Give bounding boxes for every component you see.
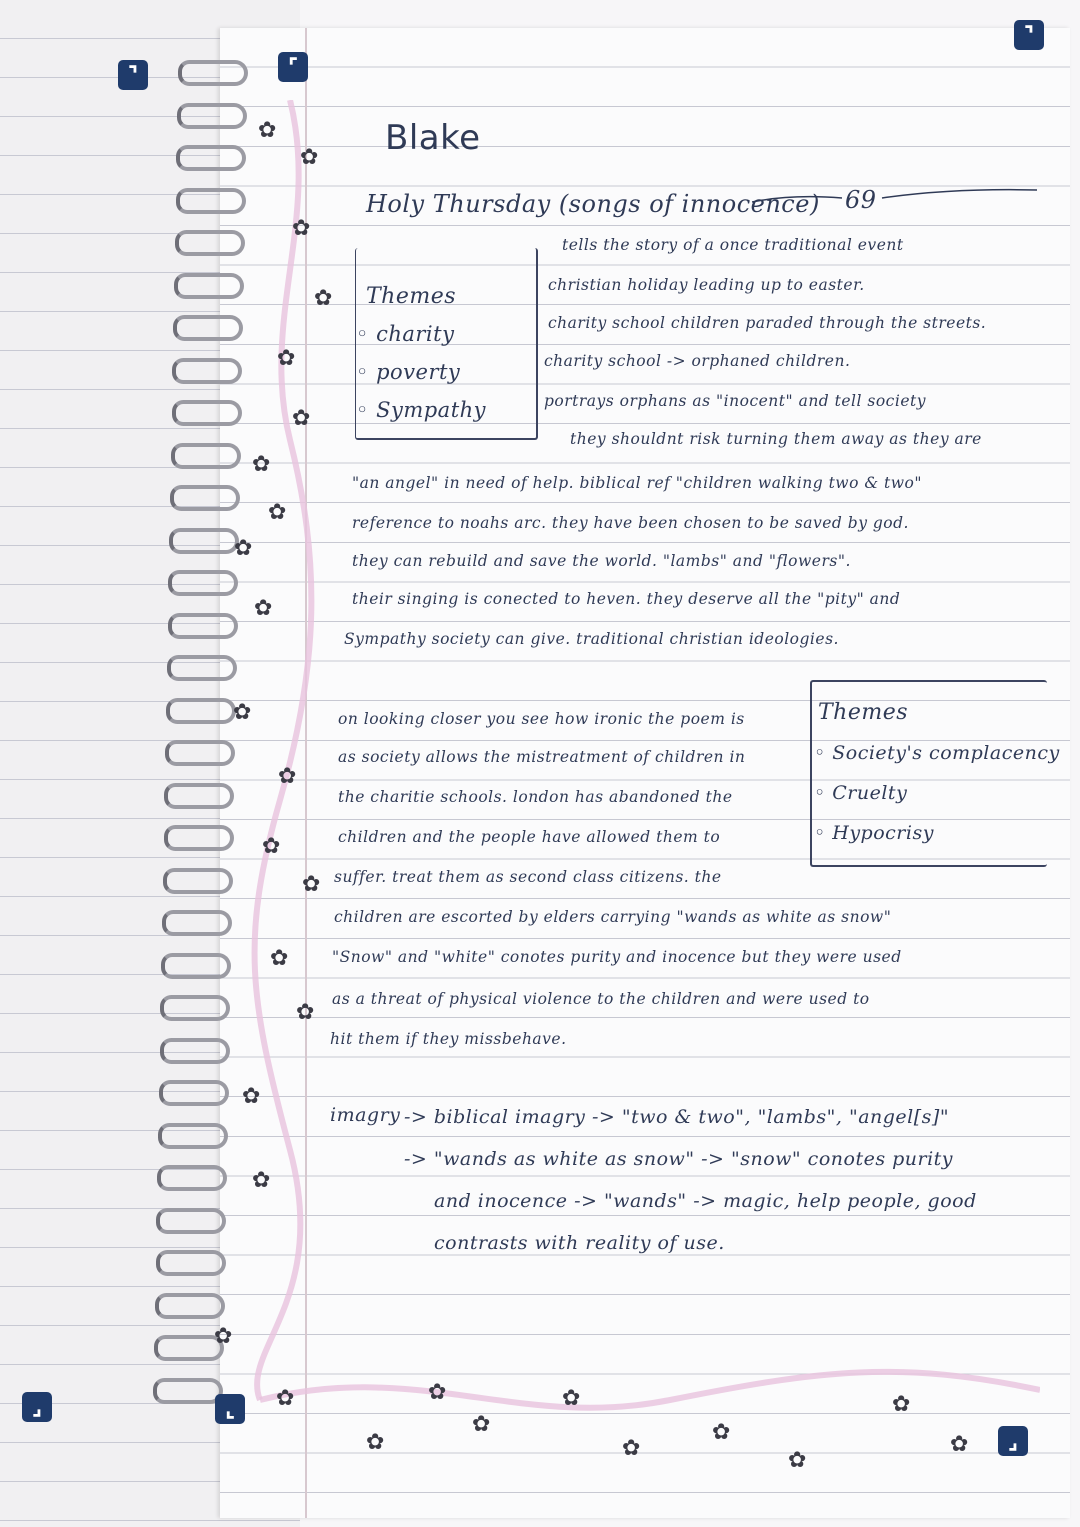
imagery-line: -> biblical imagry -> "two & two", "lambs", "angel[s]" [404, 1106, 950, 1128]
section2-line: on looking closer you see how ironic the poem is [338, 710, 745, 728]
flower-doodle-icon: ✿ [233, 700, 252, 725]
flower-doodle-icon: ✿ [300, 145, 319, 170]
spiral-binding [150, 60, 240, 1460]
spiral-ring [170, 485, 240, 511]
flower-doodle-icon: ✿ [296, 1000, 315, 1025]
spiral-ring [163, 868, 233, 894]
themes-1-item: ◦ poverty [356, 360, 461, 384]
spiral-ring [167, 655, 237, 681]
spiral-ring [176, 145, 246, 171]
section2-line: the charitie schools. london has abandoned the [338, 788, 733, 806]
intro-line: portrays orphans as "inocent" and tell society [544, 392, 926, 410]
body-line: they can rebuild and save the world. "lambs" and "flowers". [352, 552, 851, 570]
flower-doodle-icon: ✿ [892, 1392, 911, 1417]
corner-marker-icon: ⌟ [22, 1392, 52, 1422]
flower-doodle-icon: ✿ [270, 946, 289, 971]
themes-2-item: ◦ Cruelty [814, 782, 908, 804]
themes-1-item: ◦ charity [356, 322, 455, 346]
spiral-ring [158, 1123, 228, 1149]
section2-line: suffer. treat them as second class citizens. the [334, 868, 722, 886]
spiral-ring [155, 1293, 225, 1319]
page-title: Blake [385, 118, 481, 158]
intro-line: charity school children paraded through the streets. [548, 314, 987, 332]
spiral-ring [169, 528, 239, 554]
spiral-ring [168, 613, 238, 639]
body-line: their singing is conected to heven. they deserve all the "pity" and [352, 590, 901, 608]
corner-marker-icon: ⌟ [998, 1426, 1028, 1456]
flower-doodle-icon: ✿ [258, 118, 277, 143]
flower-doodle-icon: ✿ [214, 1324, 233, 1349]
corner-marker-icon: ⌝ [1014, 20, 1044, 50]
corner-marker-icon: ⌜ [278, 52, 308, 82]
flower-doodle-icon: ✿ [292, 216, 311, 241]
intro-line: christian holiday leading up to easter. [548, 276, 865, 294]
poem-heading: Holy Thursday (songs of innocence) [366, 190, 820, 218]
spiral-ring [162, 910, 232, 936]
section2-line: "Snow" and "white" conotes purity and inocence but they were used [332, 948, 902, 966]
intro-line: tells the story of a once traditional event [562, 236, 904, 254]
spiral-ring [171, 443, 241, 469]
spiral-ring [160, 995, 230, 1021]
flower-doodle-icon: ✿ [788, 1448, 807, 1473]
spiral-ring [164, 783, 234, 809]
spiral-ring [172, 358, 242, 384]
themes-2-item: ◦ Hypocrisy [814, 822, 934, 844]
spiral-ring [173, 315, 243, 341]
spiral-ring [166, 698, 236, 724]
body-line: reference to noahs arc. they have been chosen to be saved by god. [352, 514, 909, 532]
flower-doodle-icon: ✿ [472, 1412, 491, 1437]
spiral-ring [177, 103, 247, 129]
spiral-ring [157, 1165, 227, 1191]
intro-line: charity school -> orphaned children. [544, 352, 851, 370]
page-number: 69 [845, 186, 877, 214]
flower-doodle-icon: ✿ [562, 1386, 581, 1411]
heading-underline-squiggle [752, 180, 1042, 210]
flower-doodle-icon: ✿ [254, 596, 273, 621]
flower-doodle-icon: ✿ [252, 1168, 271, 1193]
spiral-ring [172, 400, 242, 426]
imagery-line: -> "wands as white as snow" -> "snow" conotes purity [404, 1148, 954, 1170]
spiral-ring [174, 273, 244, 299]
flower-doodle-icon: ✿ [252, 452, 271, 477]
corner-marker-icon: ⌞ [215, 1394, 245, 1424]
flower-doodle-icon: ✿ [366, 1430, 385, 1455]
flower-doodle-icon: ✿ [262, 834, 281, 859]
body-line: Sympathy society can give. traditional christian ideologies. [344, 630, 839, 648]
spiral-ring [165, 740, 235, 766]
spiral-ring [168, 570, 238, 596]
spiral-ring [156, 1208, 226, 1234]
flower-doodle-icon: ✿ [622, 1436, 641, 1461]
flower-doodle-icon: ✿ [277, 346, 296, 371]
flower-doodle-icon: ✿ [242, 1084, 261, 1109]
body-line: "an angel" in need of help. biblical ref "children walking two & two" [352, 474, 923, 492]
themes-2-label: Themes [818, 700, 909, 725]
corner-marker-icon: ⌝ [118, 60, 148, 90]
section2-line: as society allows the mistreatment of children in [338, 748, 746, 766]
spiral-ring [164, 825, 234, 851]
section2-line: children are escorted by elders carrying "wands as white as snow" [334, 908, 892, 926]
flower-doodle-icon: ✿ [302, 872, 321, 897]
flower-doodle-icon: ✿ [712, 1420, 731, 1445]
flower-doodle-icon: ✿ [950, 1432, 969, 1457]
imagery-line: contrasts with reality of use. [434, 1232, 725, 1254]
spiral-ring [178, 60, 248, 86]
spiral-ring [160, 1038, 230, 1064]
flower-doodle-icon: ✿ [234, 536, 253, 561]
themes-1-item: ◦ Sympathy [356, 398, 487, 422]
flower-doodle-icon: ✿ [268, 500, 287, 525]
spiral-ring [159, 1080, 229, 1106]
section2-line: as a threat of physical violence to the children and were used to [332, 990, 870, 1008]
spiral-ring [156, 1250, 226, 1276]
spiral-ring [175, 230, 245, 256]
flower-doodle-icon: ✿ [428, 1380, 447, 1405]
section2-line: children and the people have allowed them to [338, 828, 721, 846]
flower-doodle-icon: ✿ [276, 1386, 295, 1411]
flower-doodle-icon: ✿ [278, 764, 297, 789]
flower-doodle-icon: ✿ [292, 406, 311, 431]
spiral-ring [176, 188, 246, 214]
themes-2-item: ◦ Society's complacency [814, 742, 1060, 764]
imagery-label: imagry [330, 1104, 401, 1126]
intro-line: they shouldnt risk turning them away as they are [570, 430, 982, 448]
spiral-ring [161, 953, 231, 979]
themes-1-label: Themes [366, 284, 457, 309]
flower-doodle-icon: ✿ [314, 286, 333, 311]
spiral-ring [153, 1378, 223, 1404]
section2-line: hit them if they missbehave. [330, 1030, 567, 1048]
imagery-line: and inocence -> "wands" -> magic, help people, good [434, 1190, 977, 1212]
